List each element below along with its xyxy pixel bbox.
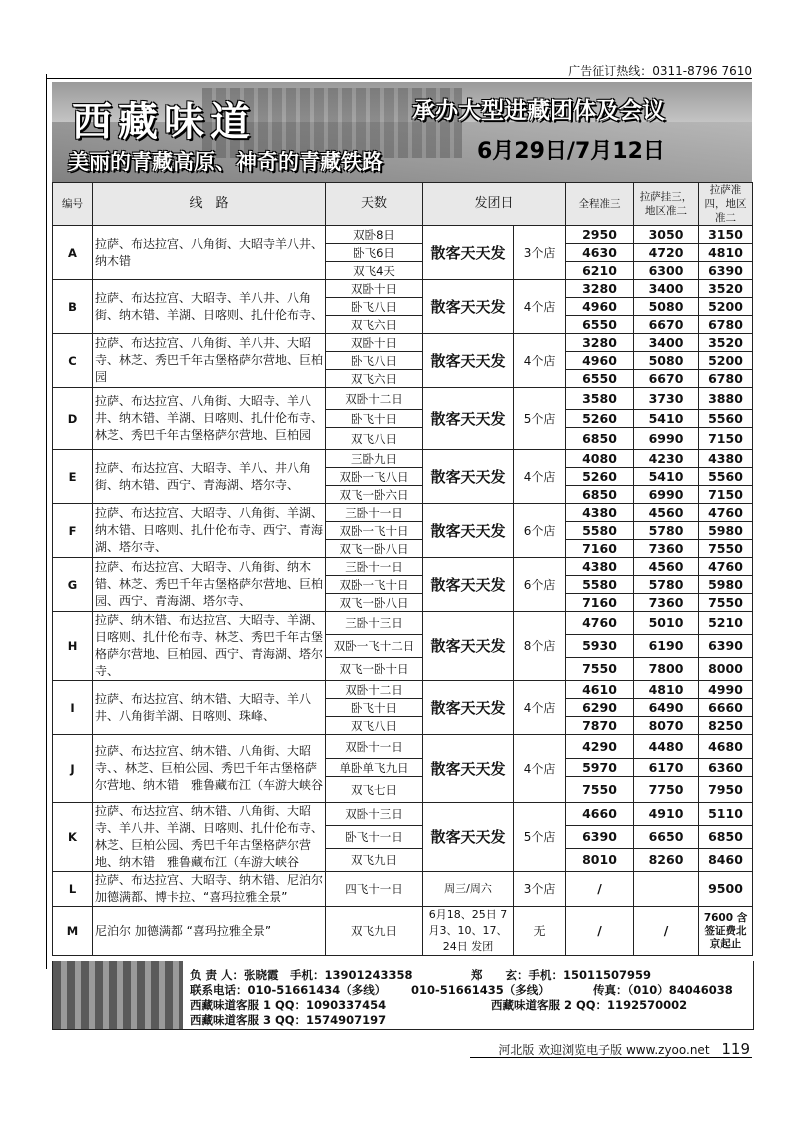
route-code: A: [53, 226, 93, 280]
price-cell: 4380: [566, 504, 634, 522]
route-description: 拉萨、布达拉宫、纳木错、大昭寺、羊八井、八角街羊湖、日喀则、珠峰、: [93, 681, 326, 735]
price-cell: 4630: [566, 244, 634, 262]
route-description: 拉萨、布达拉宫、大昭寺、羊八井、八角街、纳木错、羊湖、日喀则、扎什伦布寺、: [93, 280, 326, 334]
duration: 双卧十一日: [326, 735, 423, 759]
price-cell: [634, 872, 699, 907]
duration: 双卧十二日: [326, 388, 423, 410]
route-description: 拉萨、布达拉宫、大昭寺、羊八、井八角街、纳木错、西宁、青海湖、塔尔寺、: [93, 450, 326, 504]
price-cell: 5410: [634, 410, 699, 428]
price-cell: 7150: [699, 428, 753, 450]
price-cell: 3280: [566, 280, 634, 298]
price-cell: 3400: [634, 334, 699, 352]
table-row: [53, 612, 753, 635]
duration: 双飞九日: [326, 849, 423, 872]
col-route: 线 路: [93, 183, 326, 226]
duration: 卧飞十日: [326, 699, 423, 717]
header-rule: [46, 78, 752, 79]
route-code: F: [53, 504, 93, 558]
price-cell: 4960: [566, 298, 634, 316]
price-cell: 4230: [634, 450, 699, 468]
duration: 双卧十日: [326, 280, 423, 298]
price-cell: 6550: [566, 316, 634, 334]
price-cell: 4990: [699, 681, 753, 699]
slogan-groups: 承办大型进藏团体及会议: [412, 97, 665, 124]
page-footer: [470, 1040, 750, 1058]
price-cell: 5580: [566, 522, 634, 540]
price-cell: 6170: [634, 759, 699, 777]
price-cell: 4560: [634, 558, 699, 576]
table-row: [53, 735, 753, 759]
route-code: E: [53, 450, 93, 504]
price-cell: 3050: [634, 226, 699, 244]
price-cell: /: [566, 907, 634, 956]
contact-footer: [52, 961, 754, 1030]
price-cell: 7360: [634, 594, 699, 612]
duration: 双飞九日: [326, 907, 423, 956]
price-cell: 8070: [634, 717, 699, 735]
price-cell: 7600 含签证费北京起止: [699, 907, 753, 956]
price-cell: 6300: [634, 262, 699, 280]
price-cell: 6550: [566, 370, 634, 388]
price-cell: 7870: [566, 717, 634, 735]
price-cell: 7160: [566, 540, 634, 558]
price-cell: 7750: [634, 777, 699, 803]
price-cell: 3520: [699, 334, 753, 352]
price-cell: 4660: [566, 803, 634, 826]
duration: 卧飞十一日: [326, 826, 423, 849]
route-code: J: [53, 735, 93, 803]
route-description: 拉萨、布达拉宫、八角街、羊八井、大昭寺、林芝、秀巴千年古堡格萨尔营地、巨柏园: [93, 334, 326, 388]
price-cell: 5260: [566, 468, 634, 486]
price-cell: 6660: [699, 699, 753, 717]
price-cell: 6990: [634, 428, 699, 450]
price-cell: 9500: [699, 872, 753, 907]
price-cell: 7950: [699, 777, 753, 803]
duration: 双飞八日: [326, 428, 423, 450]
price-cell: /: [634, 907, 699, 956]
table-row: [53, 226, 753, 244]
price-cell: 6780: [699, 370, 753, 388]
price-cell: 8000: [699, 658, 753, 681]
duration: 双飞一卧六日: [326, 486, 423, 504]
route-description: 拉萨、布达拉宫、纳木错、八角街、大昭寺、、林芝、巨柏公园、秀巴千年古堡格萨尔营地、纳木错 雅鲁藏布江（车游大峡谷: [93, 735, 326, 803]
shop-count: 5个店: [514, 803, 566, 872]
price-cell: 4720: [634, 244, 699, 262]
price-cell: 8250: [699, 717, 753, 735]
col-code: 编号: [53, 183, 93, 226]
shop-count: 4个店: [514, 450, 566, 504]
route-description: 拉萨、布达拉宫、大昭寺、八角街、纳木错、林芝、秀巴千年古堡格萨尔营地、巨柏园、西宁、青海湖、塔尔寺、: [93, 558, 326, 612]
price-cell: 6670: [634, 370, 699, 388]
price-cell: 6780: [699, 316, 753, 334]
price-cell: 8010: [566, 849, 634, 872]
duration: 卧飞八日: [326, 298, 423, 316]
price-cell: 6650: [634, 826, 699, 849]
qq-service-1: 西藏味道客服 1 QQ：1090337454: [190, 998, 387, 1012]
route-code: G: [53, 558, 93, 612]
price-cell: 5780: [634, 576, 699, 594]
price-cell: 5010: [634, 612, 699, 635]
price-cell: /: [566, 872, 634, 907]
qq-service-2: 西藏味道客服 2 QQ：1192570002: [491, 998, 688, 1012]
price-cell: 8260: [634, 849, 699, 872]
zheng-contact: 郑 玄：手机：15011507959: [471, 968, 652, 982]
shop-count: 无: [514, 907, 566, 956]
shop-count: 5个店: [514, 388, 566, 450]
duration: 双卧十二日: [326, 681, 423, 699]
banner: [52, 82, 752, 182]
duration: 双卧一飞八日: [326, 468, 423, 486]
shop-count: 4个店: [514, 334, 566, 388]
shop-count: 4个店: [514, 735, 566, 803]
price-cell: 3880: [699, 388, 753, 410]
price-cell: 3400: [634, 280, 699, 298]
table-row: [53, 907, 753, 956]
price-cell: 3150: [699, 226, 753, 244]
route-code: C: [53, 334, 93, 388]
route-code: D: [53, 388, 93, 450]
shop-count: 6个店: [514, 504, 566, 558]
col-price-lhasa4: 拉萨准四，地区准二: [699, 183, 753, 226]
duration: 三卧九日: [326, 450, 423, 468]
price-cell: 3520: [699, 280, 753, 298]
price-cell: 4290: [566, 735, 634, 759]
price-cell: 6210: [566, 262, 634, 280]
route-description: 拉萨、布达拉宫、纳木错、八角街、大昭寺、羊八井、羊湖、日喀则、扎什伦布寺、林芝、巨柏公园、秀巴千年古堡格萨尔营地、纳木错 雅鲁藏布江（车游大峡谷: [93, 803, 326, 872]
departure-schedule: 散客天天发: [423, 388, 514, 450]
shop-count: 3个店: [514, 226, 566, 280]
departure-schedule: 散客天天发: [423, 681, 514, 735]
duration: 双飞六日: [326, 370, 423, 388]
duration: 双飞4天: [326, 262, 423, 280]
price-cell: 7550: [699, 594, 753, 612]
route-code: L: [53, 872, 93, 907]
price-cell: 5080: [634, 298, 699, 316]
price-cell: 4810: [699, 244, 753, 262]
price-cell: 3580: [566, 388, 634, 410]
price-cell: 5260: [566, 410, 634, 428]
duration: 四飞十一日: [326, 872, 423, 907]
duration: 三卧十一日: [326, 504, 423, 522]
price-cell: 6360: [699, 759, 753, 777]
shop-count: 8个店: [514, 612, 566, 681]
price-cell: 5980: [699, 576, 753, 594]
price-cell: 8460: [699, 849, 753, 872]
price-cell: 4480: [634, 735, 699, 759]
price-cell: 6490: [634, 699, 699, 717]
duration: 单卧单飞九日: [326, 759, 423, 777]
duration: 三卧十三日: [326, 612, 423, 635]
price-cell: 7550: [566, 658, 634, 681]
price-cell: 5200: [699, 298, 753, 316]
price-cell: 6390: [699, 262, 753, 280]
departure-schedule: 散客天天发: [423, 803, 514, 872]
price-cell: 4380: [699, 450, 753, 468]
col-days: 天数: [326, 183, 423, 226]
price-cell: 6990: [634, 486, 699, 504]
duration: 双卧一飞十二日: [326, 635, 423, 658]
price-cell: 4760: [699, 558, 753, 576]
shop-count: 4个店: [514, 280, 566, 334]
price-cell: 5560: [699, 468, 753, 486]
table-row: [53, 803, 753, 826]
price-cell: 6190: [634, 635, 699, 658]
phone-line-2: 010-51661435（多线）: [411, 983, 550, 997]
col-departure: 发团日: [423, 183, 566, 226]
price-cell: 5580: [566, 576, 634, 594]
price-cell: 4560: [634, 504, 699, 522]
duration: 卧飞八日: [326, 352, 423, 370]
price-cell: 3730: [634, 388, 699, 410]
table-row: [53, 388, 753, 410]
price-cell: 5080: [634, 352, 699, 370]
fax-number: 传真：（010）84046038: [593, 983, 733, 997]
price-cell: 4380: [566, 558, 634, 576]
departure-schedule: 散客天天发: [423, 450, 514, 504]
route-description: 拉萨、布达拉宫、八角街、大昭寺羊八井、纳木错: [93, 226, 326, 280]
price-cell: 7360: [634, 540, 699, 558]
website-note: 欢迎浏览电子版 www.zyoo.net: [538, 1043, 710, 1057]
price-cell: 6850: [699, 826, 753, 849]
table-row: [53, 334, 753, 352]
departure-schedule: 散客天天发: [423, 504, 514, 558]
price-cell: 5210: [699, 612, 753, 635]
qq-service-3: 西藏味道客服 3 QQ：1574907197: [190, 1013, 387, 1027]
duration: 双飞一卧八日: [326, 540, 423, 558]
route-code: M: [53, 907, 93, 956]
price-cell: 6850: [566, 428, 634, 450]
price-cell: 2950: [566, 226, 634, 244]
brand-title: 西藏味道: [72, 98, 256, 145]
table-header: [53, 183, 753, 226]
price-cell: 7800: [634, 658, 699, 681]
shop-count: 6个店: [514, 558, 566, 612]
duration: 双飞一卧八日: [326, 594, 423, 612]
price-cell: 5200: [699, 352, 753, 370]
price-cell: 4810: [634, 681, 699, 699]
price-cell: 5110: [699, 803, 753, 826]
price-cell: 4760: [566, 612, 634, 635]
departure-schedule: 散客天天发: [423, 735, 514, 803]
duration: 双飞一卧十日: [326, 658, 423, 681]
departure-schedule: 散客天天发: [423, 280, 514, 334]
departure-schedule: 散客天天发: [423, 558, 514, 612]
table-row: [53, 504, 753, 522]
price-cell: 7550: [566, 777, 634, 803]
duration: 双飞六日: [326, 316, 423, 334]
price-cell: 5560: [699, 410, 753, 428]
departure-schedule: 散客天天发: [423, 334, 514, 388]
price-cell: 4610: [566, 681, 634, 699]
route-code: K: [53, 803, 93, 872]
route-description: 拉萨、纳木错、布达拉宫、大昭寺、羊湖、日喀则、扎什伦布寺、林芝、秀巴千年古堡格萨尔营地、巨柏园、西宁、青海湖、塔尔寺、: [93, 612, 326, 681]
manager-contact: 负 责 人：张晓霞 手机：13901243358: [190, 968, 413, 982]
price-cell: 4080: [566, 450, 634, 468]
price-cell: 3280: [566, 334, 634, 352]
ad-hotline: 广告征订热线：0311-8796 7610: [568, 64, 752, 78]
price-cell: 4910: [634, 803, 699, 826]
price-cell: 6850: [566, 486, 634, 504]
route-code: H: [53, 612, 93, 681]
duration: 三卧十一日: [326, 558, 423, 576]
route-code: I: [53, 681, 93, 735]
phone-line-1: 联系电话：010-51661434（多线）: [190, 983, 387, 997]
duration: 卧飞十日: [326, 410, 423, 428]
duration: 双卧十日: [326, 334, 423, 352]
duration: 双卧一飞十日: [326, 576, 423, 594]
route-description: 拉萨、布达拉宫、八角街、大昭寺、羊八井、纳木错、羊湖、日喀则、扎什伦布寺、林芝、秀巴千年古堡格萨尔营地、巨柏园: [93, 388, 326, 450]
departure-schedule: 6月18、25日 7月3、10、17、24日 发团: [423, 907, 514, 956]
duration: 卧飞6日: [326, 244, 423, 262]
col-price-lhasa3: 拉萨挂三，地区准二: [634, 183, 699, 226]
price-cell: 5980: [699, 522, 753, 540]
price-cell: 4680: [699, 735, 753, 759]
prayer-wheel-image: [53, 961, 183, 1029]
table-row: [53, 558, 753, 576]
route-description: 拉萨、布达拉宫、大昭寺、八角街、羊湖、纳木错、日喀则、扎什伦布寺、西宁、青海湖、塔尔寺、: [93, 504, 326, 558]
departure-schedule: 周三/周六: [423, 872, 514, 907]
table-row: [53, 872, 753, 907]
price-cell: 6290: [566, 699, 634, 717]
table-row: [53, 681, 753, 699]
edition-label: 河北版: [498, 1043, 535, 1057]
tour-price-table: [52, 182, 753, 956]
price-cell: 5780: [634, 522, 699, 540]
price-cell: 6390: [566, 826, 634, 849]
price-cell: 4760: [699, 504, 753, 522]
duration: 双卧一飞十日: [326, 522, 423, 540]
col-price-standard: 全程准三: [566, 183, 634, 226]
slogan-plateau: 美丽的青藏高原、神奇的青藏铁路: [68, 150, 383, 174]
shop-count: 4个店: [514, 681, 566, 735]
duration: 双飞七日: [326, 777, 423, 803]
route-code: B: [53, 280, 93, 334]
price-cell: 5930: [566, 635, 634, 658]
tour-dates: 6月29日/7月12日: [477, 139, 665, 164]
duration: 双卧8日: [326, 226, 423, 244]
duration: 双卧十三日: [326, 803, 423, 826]
departure-schedule: 散客天天发: [423, 226, 514, 280]
page-number: 119: [721, 1040, 750, 1058]
duration: 双飞八日: [326, 717, 423, 735]
price-cell: 7160: [566, 594, 634, 612]
table-row: [53, 450, 753, 468]
shop-count: 3个店: [514, 872, 566, 907]
route-description: 拉萨、布达拉宫、大昭寺、纳木错、尼泊尔加德满都、博卡拉、“喜玛拉雅全景”: [93, 872, 326, 907]
departure-schedule: 散客天天发: [423, 612, 514, 681]
price-cell: 6670: [634, 316, 699, 334]
price-cell: 4960: [566, 352, 634, 370]
price-cell: 7550: [699, 540, 753, 558]
left-rule: [46, 74, 47, 969]
price-cell: 6390: [699, 635, 753, 658]
price-cell: 7150: [699, 486, 753, 504]
table-row: [53, 280, 753, 298]
route-description: 尼泊尔 加德满都 “喜玛拉雅全景”: [93, 907, 326, 956]
price-cell: 5970: [566, 759, 634, 777]
price-cell: 5410: [634, 468, 699, 486]
